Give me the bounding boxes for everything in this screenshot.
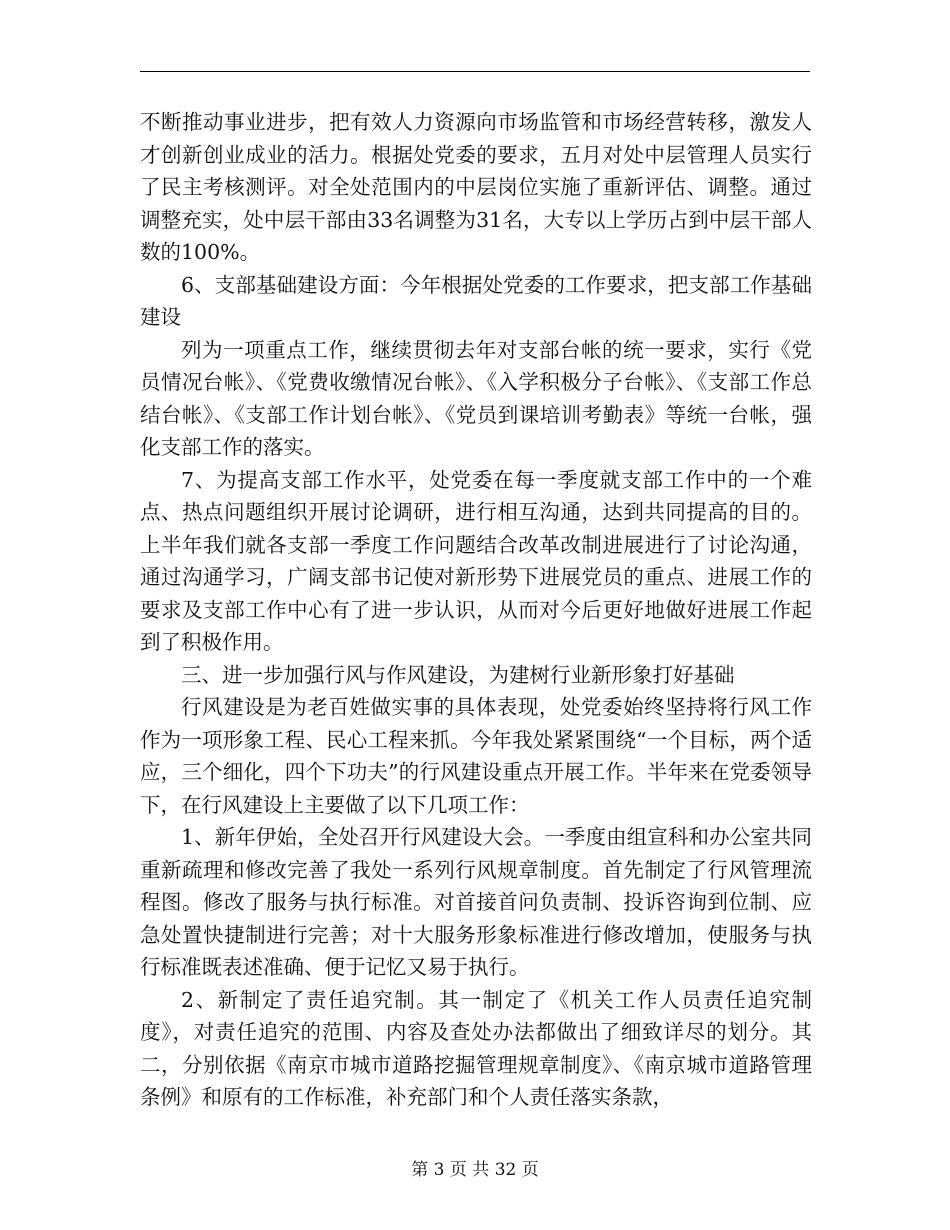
paragraph-7: 1、新年伊始，全处召开行风建设大会。一季度由组宣科和办公室共同重新疏理和修改完善了我处一系列行风规章制度。首先制定了行风管理流程图。修改了服务与执行标准。对首接首问负责制、投诉咨询到位制、应急处置快捷制进行完善；对十大服务形象标准进行修改增加，使服务与执行标准既表述准确、便于记忆又易于执行。 [140,825,812,979]
paragraph-8: 2、新制定了责任追究制。其一制定了《机关工作人员责任追究制度》，对责任追究的范围、内容及查处办法都做出了细致详尽的划分。其二，分别依据《南京市城市道路挖掘管理规章制度》、《南京城市道路管理条例》和原有的工作标准，补充部门和个人责任落实条款， [140,987,812,1109]
paragraph-6: 行风建设是为老百姓做实事的具体表现，处党委始终坚持将行风工作作为一项形象工程、民心工程来抓。今年我处紧紧围绕“一个目标，两个适应，三个细化，四个下功夫”的行风建设重点开展工作。半年来在党委领导下，在行风建设上主要做了以下几项工作： [140,695,812,817]
paragraph-3: 列为一项重点工作，继续贯彻去年对支部台帐的统一要求，实行《党员情况台帐》、《党费收缴情况台帐》、《入学积极分子台帐》、《支部工作总结台帐》、《支部工作计划台帐》、《党员到课培训考勤表》等统一台帐，强化支部工作的落实。 [140,337,812,459]
page-number-footer: 第 3 页 共 32 页 [411,1160,539,1180]
paragraph-2: 6、支部基础建设方面：今年根据处党委的工作要求，把支部工作基础建设 [140,272,812,329]
header-rule [140,71,810,72]
paragraph-1: 不断推动事业进步，把有效人力资源向市场监管和市场经营转移，激发人才创新创业成业的活力。根据处党委的要求，五月对处中层管理人员实行了民主考核测评。对全处范围内的中层岗位实施了重新评估、调整。通过调整充实，处中层干部由33名调整为31名，大专以上学历占到中层干部人数的100%。 [140,110,812,264]
paragraph-4: 7、为提高支部工作水平，处党委在每一季度就支部工作中的一个难点、热点问题组织开展讨论调研，进行相互沟通，达到共同提高的目的。上半年我们就各支部一季度工作问题结合改革改制进展进行了讨论沟通，通过沟通学习，广阔支部书记使对新形势下进展党员的重点、进展工作的要求及支部工作中心有了进一步认识，从而对今后更好地做好进展工作起到了积极作用。 [140,467,812,654]
body-text [140,106,812,1114]
section-heading: 三、进一步加强行风与作风建设，为建树行业新形象打好基础 [181,662,735,687]
